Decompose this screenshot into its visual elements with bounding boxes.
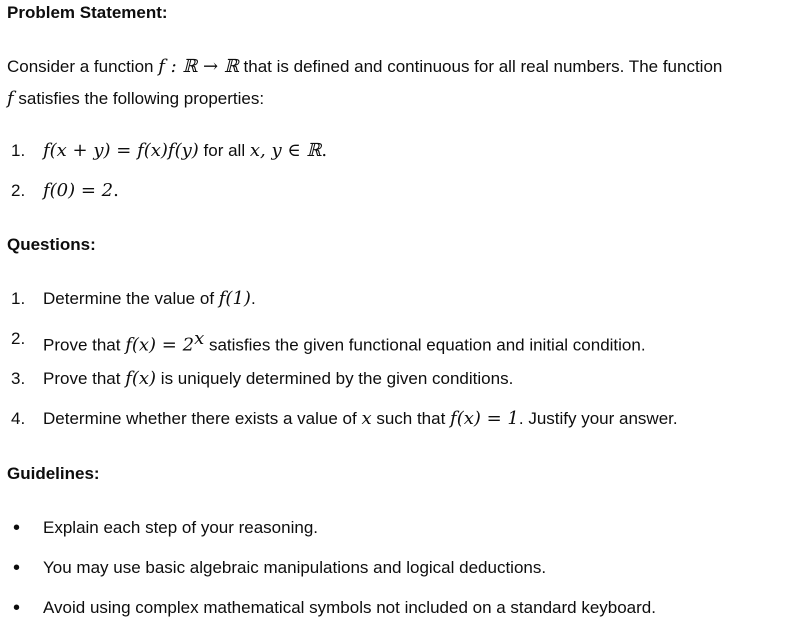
guidelines-list [7, 515, 797, 621]
questions-list [7, 286, 797, 432]
list-item: 1. f(x + y) = f(x)f(y) for all x, y ∈ ℝ. [11, 140, 328, 161]
list-item: • You may use basic algebraic manipulations and logical deductions. [13, 557, 547, 579]
list-item: 2. Prove that $f(x) = 2^x$ satisfies the given functional equation and initial condition. [11, 328, 646, 356]
bullet-icon: • [13, 557, 21, 579]
list-item: 1. Determine the value of f(1). [11, 288, 256, 309]
bullet-icon: • [13, 597, 21, 619]
problem-intro: Consider a function f : ℝ → ℝ that is defined and continuous for all real numbers. The function [7, 56, 723, 77]
list-item: • Explain each step of your reasoning. [13, 517, 319, 539]
questions-heading: Questions: [7, 235, 96, 254]
problem-heading: Problem Statement: [7, 3, 168, 22]
problem-intro-line2: f satisfies the following properties: [7, 88, 265, 109]
list-item: • Avoid using complex mathematical symbols not included on a standard keyboard. [13, 597, 656, 619]
list-item: 4. Determine whether there exists a value of x such that f(x) = 1. Justify your answer. [11, 408, 678, 429]
properties-list [7, 138, 797, 204]
guidelines-heading: Guidelines: [7, 464, 100, 483]
list-item: 3. Prove that f(x) is uniquely determined by the given conditions. [11, 368, 514, 389]
list-item: 2. f(0) = 2. [11, 180, 119, 201]
bullet-icon: • [13, 517, 21, 539]
